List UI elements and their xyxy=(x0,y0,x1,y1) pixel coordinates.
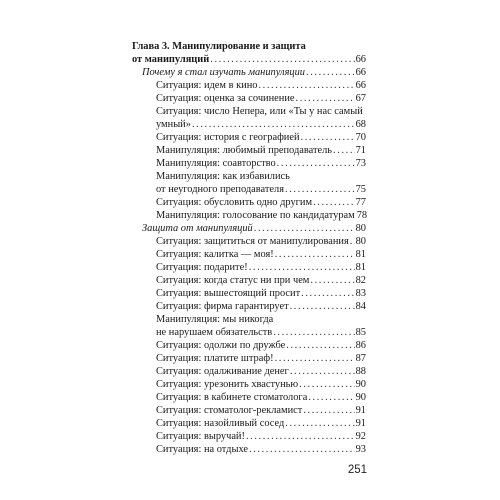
toc-entry xyxy=(132,352,366,365)
chapter-heading xyxy=(132,40,366,66)
leader-dots xyxy=(275,248,355,261)
toc-entry xyxy=(132,92,366,105)
toc-entry xyxy=(132,300,366,313)
toc-entry xyxy=(132,235,366,248)
toc-entry-text: Ситуация: вышестоящий просит xyxy=(156,288,301,299)
toc-entry-page: 83 xyxy=(355,288,366,299)
toc-entry xyxy=(132,157,366,170)
toc-entry-page: 66 xyxy=(355,67,366,78)
toc-entry-text: Ситуация: назойливый сосед xyxy=(156,418,285,429)
toc-entry-text: Ситуация: подарите! xyxy=(156,262,248,273)
toc-entry xyxy=(132,430,366,443)
toc-entry-page: 70 xyxy=(355,132,366,143)
toc-entry-page: 86 xyxy=(355,340,366,351)
leader-dots xyxy=(285,183,355,196)
leader-dots xyxy=(249,443,355,456)
toc-entry-text: Манипуляция: соавторство xyxy=(156,158,276,169)
leader-dots xyxy=(313,196,355,209)
leader-dots xyxy=(249,261,355,274)
toc-entry xyxy=(132,79,366,92)
chapter-title-line2: от манипуляций xyxy=(132,54,210,65)
toc-entry-page: 85 xyxy=(355,327,366,338)
leader-dots xyxy=(210,53,354,66)
toc-entry xyxy=(132,196,366,209)
toc-entry-page: 91 xyxy=(355,405,366,416)
toc-entry-text: умный» xyxy=(156,119,191,130)
leader-dots xyxy=(285,417,354,430)
toc-entry-page: 81 xyxy=(355,262,366,273)
toc-entry-page: 66 xyxy=(355,80,366,91)
leader-dots xyxy=(296,92,355,105)
toc-entry-page: 75 xyxy=(355,184,366,195)
toc-entry xyxy=(132,378,366,391)
chapter-title-line1: Глава 3. Манипулирование и защита xyxy=(132,41,306,52)
toc-entry-text: Ситуация: фирма гарантирует xyxy=(156,301,289,312)
toc-entry-page: 87 xyxy=(355,353,366,364)
toc-entry-page: 90 xyxy=(355,392,366,403)
toc-entry xyxy=(132,365,366,378)
table-of-contents xyxy=(132,40,366,456)
toc-entry-page: 91 xyxy=(355,418,366,429)
leader-dots xyxy=(290,300,355,313)
toc-entry-text: Ситуация: обусловить одно другим xyxy=(156,197,313,208)
toc-entry-text: Ситуация: одалживание денег xyxy=(156,366,289,377)
leader-dots xyxy=(310,274,354,287)
leader-dots xyxy=(275,352,355,365)
leader-dots xyxy=(258,79,354,92)
toc-entry-page: 80 xyxy=(355,236,366,247)
toc-entry xyxy=(132,131,366,144)
toc-entry-page: 78 xyxy=(356,210,368,221)
toc-entry-text: Почему я стал изучать манипуляции xyxy=(142,67,305,78)
toc-entry-page: 90 xyxy=(355,379,366,390)
leader-dots xyxy=(301,287,354,300)
toc-entry-page: 68 xyxy=(355,119,366,130)
leader-dots xyxy=(306,66,355,79)
leader-dots xyxy=(254,222,355,235)
toc-entry xyxy=(132,66,366,79)
toc-entry xyxy=(132,313,366,339)
toc-entry-text: Манипуляция: голосование по кандидатурам xyxy=(156,210,355,221)
leader-dots xyxy=(290,365,355,378)
toc-entry xyxy=(132,261,366,274)
toc-entry-page: 92 xyxy=(355,431,366,442)
toc-entry-text-line1: Манипуляция: как избавились xyxy=(156,171,290,182)
toc-entry-text-line1: Ситуация: число Непера, или «Ты у нас самый xyxy=(156,106,363,117)
toc-entry-page: 84 xyxy=(355,301,366,312)
toc-entry-text: Ситуация: стоматолог-рекламист xyxy=(156,405,303,416)
leader-dots xyxy=(273,326,354,339)
toc-entry-text: Ситуация: защититься от манипулирования xyxy=(156,236,349,247)
leader-dots xyxy=(299,378,354,391)
toc-entry-text: Ситуация: калитка — моя! xyxy=(156,249,274,260)
leader-dots xyxy=(192,118,355,131)
toc-entry xyxy=(132,144,366,157)
page-number: 251 xyxy=(347,464,367,476)
toc-entry-page: 93 xyxy=(355,444,366,455)
toc-entry-text: не нарушаем обязательств xyxy=(156,327,273,338)
toc-entry-page: 71 xyxy=(355,145,366,156)
toc-entry-text: Ситуация: урезонить хвастунью xyxy=(156,379,299,390)
toc-entry-page: 73 xyxy=(355,158,366,169)
toc-entry-text: Ситуация: история с географией xyxy=(156,132,300,143)
chapter-page: 66 xyxy=(355,54,366,65)
toc-entry xyxy=(132,417,366,430)
toc-entry xyxy=(132,209,366,222)
toc-entry xyxy=(132,287,366,300)
toc-entry-page: 67 xyxy=(355,93,366,104)
toc-entry-page: 88 xyxy=(355,366,366,377)
toc-entry xyxy=(132,404,366,417)
toc-entry-text: Ситуация: в кабинете стоматолога xyxy=(156,392,308,403)
leader-dots xyxy=(246,430,355,443)
leader-dots xyxy=(277,157,355,170)
toc-entry-page: 81 xyxy=(355,249,366,260)
toc-entry-text: Ситуация: платите штраф! xyxy=(156,353,274,364)
toc-entry-page: 77 xyxy=(355,197,366,208)
toc-entry-text: Ситуация: выручай! xyxy=(156,431,245,442)
toc-entry-page: 80 xyxy=(355,223,366,234)
toc-entry xyxy=(132,391,366,404)
toc-entry-text: от неугодного преподавателя xyxy=(156,184,284,195)
toc-entry xyxy=(132,443,366,456)
toc-entry-text: Ситуация: оценка за сочинение xyxy=(156,93,295,104)
leader-dots xyxy=(301,131,355,144)
toc-entry-text: Манипуляция: любимый преподаватель xyxy=(156,145,333,156)
toc-entry xyxy=(132,339,366,352)
toc-entry-text: Ситуация: на отдыхе xyxy=(156,444,248,455)
toc-entry-text: Защита от манипуляций xyxy=(142,223,253,234)
toc-entry xyxy=(132,105,366,131)
toc-list xyxy=(132,66,366,456)
leader-dots xyxy=(286,339,354,352)
toc-entry-text: Ситуация: одолжи по дружбе xyxy=(156,340,286,351)
toc-entry xyxy=(132,248,366,261)
toc-entry-page: 82 xyxy=(355,275,366,286)
leader-dots xyxy=(333,144,355,157)
leader-dots xyxy=(308,391,354,404)
toc-entry-text-line1: Манипуляция: мы никогда xyxy=(156,314,274,325)
leader-dots xyxy=(303,404,354,417)
leader-dots xyxy=(350,235,355,248)
toc-entry xyxy=(132,274,366,287)
toc-entry-text: Ситуация: когда статус ни при чем xyxy=(156,275,310,286)
toc-entry-text: Ситуация: идем в кино xyxy=(156,80,258,91)
toc-entry xyxy=(132,222,366,235)
toc-entry xyxy=(132,170,366,196)
